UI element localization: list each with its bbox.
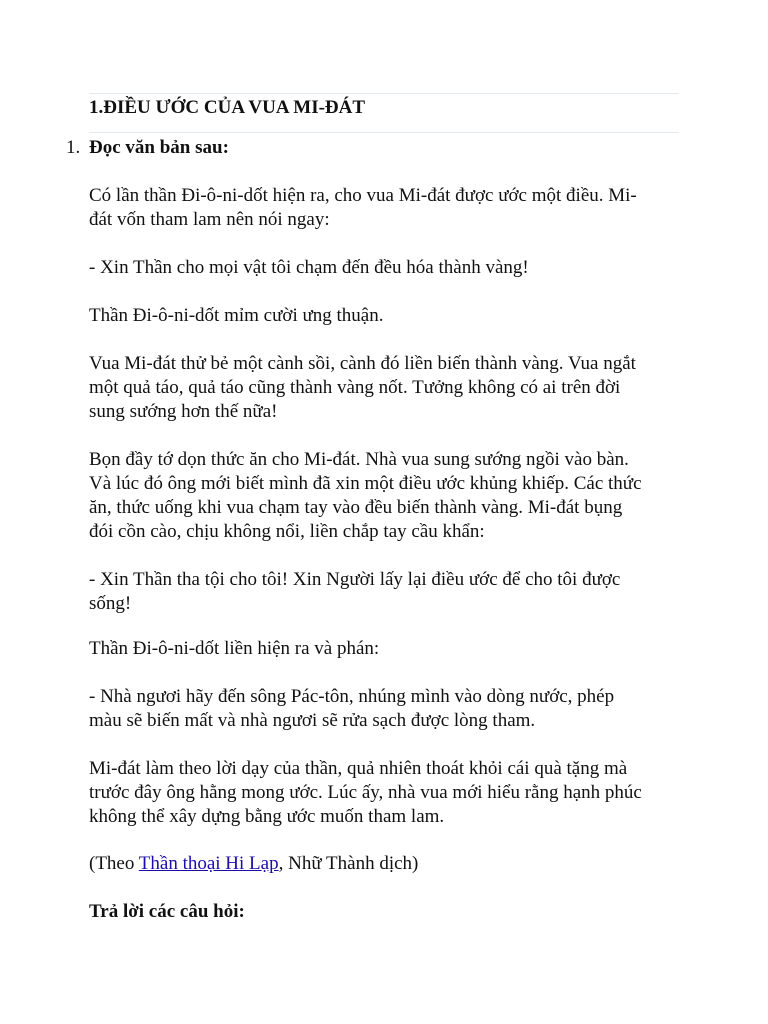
title-block — [89, 93, 679, 133]
source-link[interactable]: Thần thoại Hi Lạp — [138, 853, 279, 874]
page-title: 1.ĐIỀU ƯỚC CỦA VUA MI-ĐÁT — [89, 97, 366, 118]
source-citation: (Theo Thần thoại Hi Lạp, Nhữ Thành dịch) — [89, 853, 419, 874]
paragraph-9: Mi-đát làm theo lời dạy của thần, quả nhiên thoát khỏi cái quà tặng mà trước đây ông hằng mong ước. Lúc ấy, nhà vua mới hiểu rằng hạnh phúc không thể xây dựng bằng ước muốn tham lam. — [89, 758, 642, 827]
paragraph-2: - Xin Thần cho mọi vật tôi chạm đến đều hóa thành vàng! — [89, 257, 529, 278]
paragraph-3: Thần Đi-ô-ni-dốt mỉm cười ưng thuận. — [89, 305, 384, 326]
paragraph-6: - Xin Thần tha tội cho tôi! Xin Người lấy lại điều ước để cho tôi được sống! — [89, 569, 621, 614]
paragraph-4: Vua Mi-đát thử bẻ một cành sồi, cành đó liền biến thành vàng. Vua ngắt một quả táo, quả táo cũng thành vàng nốt. Tưởng không có ai trên đời sung sướng hơn thế nữa! — [89, 353, 636, 422]
paragraph-7: Thần Đi-ô-ni-dốt liền hiện ra và phán: — [89, 638, 380, 659]
paragraph-5: Bọn đầy tớ dọn thức ăn cho Mi-đát. Nhà vua sung sướng ngồi vào bàn. Và lúc đó ông mới biết mình đã xin một điều ước khủng khiếp. Các thức ăn, thức uống khi vua chạm tay vào đều biến thành vàng. Mi-đát bụng đói cồn cào, chịu không nổi, liền chắp tay cầu khẩn: — [89, 449, 642, 542]
list-number: 1. — [66, 137, 81, 158]
answer-heading: Trả lời các câu hỏi: — [89, 901, 245, 922]
paragraph-1: Có lần thần Đi-ô-ni-dốt hiện ra, cho vua Mi-đát được ước một điều. Mi- đát vốn tham lam nên nói ngay: — [89, 185, 637, 230]
list-label: Đọc văn bản sau: — [89, 137, 229, 158]
paragraph-8: - Nhà ngươi hãy đến sông Pác-tôn, nhúng mình vào dòng nước, phép màu sẽ biến mất và nhà ngươi sẽ rửa sạch được lòng tham. — [89, 686, 615, 731]
